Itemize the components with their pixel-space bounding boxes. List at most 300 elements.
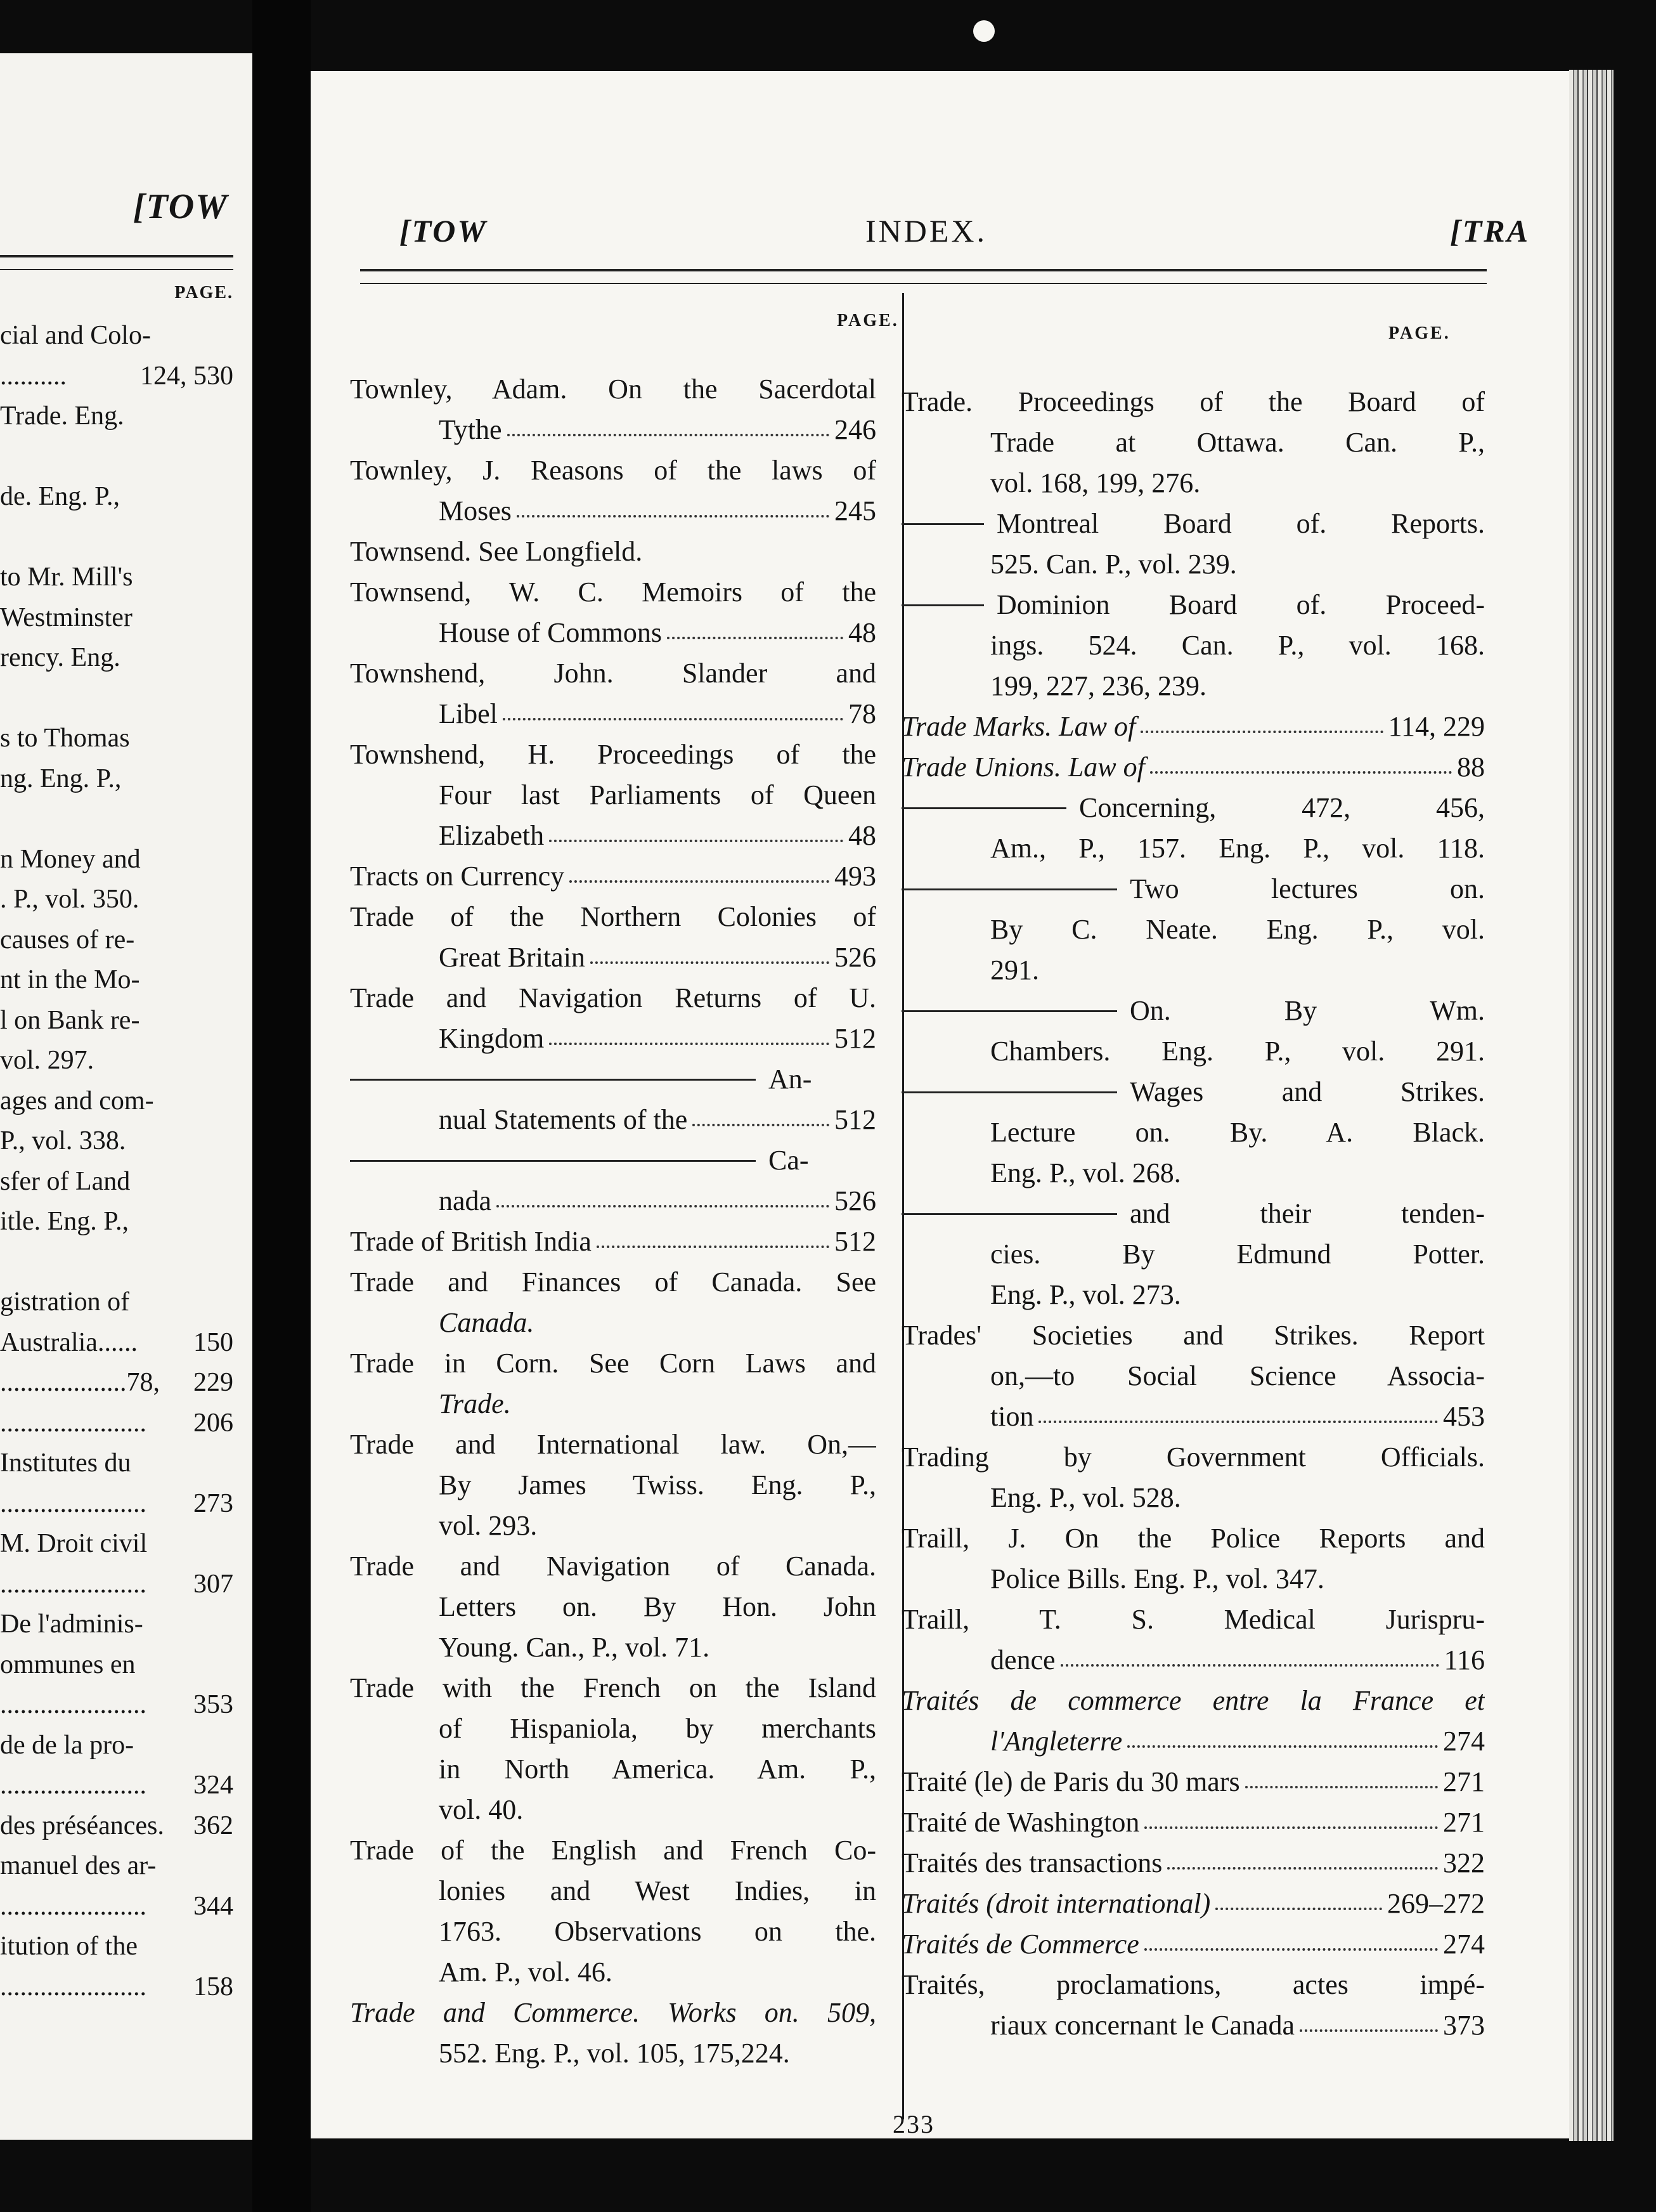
left-page-line: [0, 360, 233, 392]
index-entry-line: [902, 1356, 1485, 1396]
index-entry: [902, 706, 1485, 747]
left-page-line: [0, 843, 233, 875]
index-entry-line: [350, 1790, 876, 1830]
left-page-line: [0, 883, 233, 915]
index-entry-line: [350, 1911, 876, 1952]
index-entry-line: [902, 1112, 1485, 1153]
index-entry: [350, 1140, 876, 1221]
index-entry-line: [350, 1384, 876, 1424]
left-page-line: [0, 763, 233, 795]
index-entry: [902, 1681, 1485, 1762]
index-entry-line: [902, 1559, 1485, 1599]
page-edges: [1569, 70, 1614, 2141]
index-entry-line: [902, 1315, 1485, 1356]
index-entry-text: Four last Parliaments of Queen: [439, 779, 876, 810]
index-entry-text: By C. Neate. Eng. P., vol.: [990, 914, 1485, 945]
index-entry-line: [350, 491, 876, 531]
index-entry-line: [902, 1965, 1485, 2005]
index-entry: [350, 1221, 876, 1262]
index-entry-line: [902, 1762, 1485, 1802]
left-page-line-text: cial and Colo-: [0, 321, 151, 350]
index-entry-text: Eng. P., vol. 268.: [990, 1157, 1181, 1188]
index-entry-line: [902, 1153, 1485, 1194]
index-entry-text: riaux concernant le Canada: [990, 2010, 1295, 2041]
index-entry-page-ref: 274: [1443, 1929, 1485, 1960]
left-page-line-text: ......................: [0, 1488, 146, 1518]
index-entry-line: [902, 1599, 1485, 1640]
dot-leader: [1167, 1867, 1438, 1870]
left-page-line-text: sfer of Land: [0, 1166, 131, 1196]
dot-leader: [590, 961, 829, 964]
index-entry-line: [902, 1518, 1485, 1559]
left-page-line: [0, 1810, 233, 1842]
left-page-line-text: des préséances.: [0, 1811, 164, 1840]
index-entry-line: [350, 653, 876, 694]
index-entry-text: Trade and Navigation of Canada.: [350, 1551, 876, 1582]
left-page-line: [0, 481, 233, 512]
index-entry: [902, 747, 1485, 788]
index-entry-line: [902, 706, 1485, 747]
left-page-line: [0, 722, 233, 754]
left-page-line-text: P., vol. 338.: [0, 1126, 126, 1155]
index-entry-text: Trade of the Northern Colonies of: [350, 901, 876, 932]
index-entry-text: Letters on. By Hon. John: [439, 1591, 876, 1622]
running-header-right: [TRA: [1450, 213, 1530, 249]
left-page-line-text: ommunes en: [0, 1649, 136, 1679]
index-entry: [902, 991, 1485, 1072]
index-entry-text: By James Twiss. Eng. P.,: [439, 1469, 876, 1500]
dot-leader: [1038, 1421, 1438, 1423]
index-entry-line: [902, 625, 1485, 666]
index-entry: [350, 572, 876, 653]
left-page-line-page-ref: 150: [193, 1327, 233, 1357]
ditto-dash: [902, 523, 984, 525]
index-entry-line: [350, 1993, 876, 2033]
index-entry: [350, 856, 876, 897]
index-entry-line: [350, 1343, 876, 1384]
left-page-line-text: ..........: [0, 361, 67, 391]
index-entry-line: [350, 450, 876, 491]
index-entry-text: Traités, proclamations, actes impé-: [902, 1969, 1485, 2000]
left-page-line-text: de. Eng. P.,: [0, 482, 120, 511]
index-entry-line: [350, 1708, 876, 1749]
index-entry-text: vol. 40.: [439, 1794, 524, 1825]
index-entry-page-ref: 271: [1443, 1807, 1485, 1838]
index-entry-text: Townley, J. Reasons of the laws of: [350, 455, 876, 486]
left-page-line-text: ng. Eng. P.,: [0, 764, 122, 793]
left-page-line-page-ref: 206: [193, 1408, 233, 1438]
index-entry-line: [902, 2005, 1485, 2046]
left-page-line-text: ......................: [0, 1972, 146, 2001]
left-page-line-text: . P., vol. 350.: [0, 885, 139, 914]
left-page-line: [0, 1769, 233, 1801]
left-page-line: [0, 1850, 233, 1882]
index-entry: [350, 531, 876, 572]
index-entry-text: Montreal Board of. Reports.: [997, 508, 1485, 539]
left-page-line: [0, 642, 233, 673]
dot-leader: [692, 1124, 829, 1126]
left-page-line: [0, 1488, 233, 1519]
index-entry-page-ref: 274: [1443, 1726, 1485, 1757]
left-page-line-text: l on Bank re-: [0, 1005, 140, 1035]
dot-leader: [503, 718, 843, 720]
index-entry: [902, 1762, 1485, 1802]
index-entry-text: Great Britain: [439, 942, 585, 973]
index-entry-text: Trades' Societies and Strikes. Report: [902, 1320, 1485, 1351]
left-page-line-text: n Money and: [0, 844, 141, 874]
index-entry-line: [350, 1749, 876, 1790]
index-entry-text: Trade. Proceedings of the Board of: [902, 386, 1485, 417]
index-entry-line: [350, 1018, 876, 1059]
left-page-line: [0, 1890, 233, 1922]
page-number: 233: [893, 2110, 935, 2138]
index-entry: [350, 369, 876, 450]
index-entry-line: [902, 585, 1485, 625]
index-entry-line: [902, 991, 1485, 1031]
index-entry-text: vol. 293.: [439, 1510, 538, 1541]
dot-leader: [667, 637, 843, 639]
left-page-line-text: manuel des ar-: [0, 1851, 157, 1880]
index-entry-line: [902, 382, 1485, 422]
index-entry-line: [902, 1437, 1485, 1478]
index-entry-line: [350, 613, 876, 653]
index-entry-text: Trade and International law. On,—: [350, 1429, 876, 1460]
left-page-line-text: nt in the Mo-: [0, 965, 140, 994]
index-entry-line: [902, 1924, 1485, 1965]
index-entry-text: 552. Eng. P., vol. 105, 175,224.: [439, 2038, 790, 2069]
index-entry: [350, 450, 876, 531]
index-entry: [902, 504, 1485, 585]
index-entry-text: in North America. Am. P.,: [439, 1753, 876, 1785]
index-entry: [350, 1668, 876, 1830]
index-entry-line: [350, 1830, 876, 1871]
index-entry-line: [902, 544, 1485, 585]
dot-leader: [569, 880, 829, 883]
index-entry: [350, 734, 876, 856]
index-entry: [350, 1262, 876, 1343]
dot-leader: [1061, 1664, 1439, 1667]
index-entry: [902, 1843, 1485, 1883]
index-entry: [350, 1830, 876, 1993]
left-page-line-page-ref: 353: [193, 1690, 233, 1719]
index-entry-line: [350, 1303, 876, 1343]
index-entry-text: Townley, Adam. On the Sacerdotal: [350, 374, 876, 405]
left-page-line: [0, 1085, 233, 1117]
left-page-line-text: ......................: [0, 1408, 146, 1438]
left-page-line-page-ref: 324: [193, 1771, 233, 1800]
ditto-dash: [902, 1010, 1117, 1012]
header-rule: [360, 269, 1487, 284]
left-page-line: [0, 400, 233, 432]
index-entry-text: dence: [990, 1644, 1056, 1675]
index-entry-text: On. By Wm.: [1130, 995, 1485, 1026]
left-page-line-page-ref: 273: [193, 1488, 233, 1518]
left-page-line: [0, 1327, 233, 1358]
index-entry: [902, 1315, 1485, 1437]
left-page-line-text: Australia......: [0, 1327, 138, 1357]
index-entry-page-ref: 322: [1443, 1847, 1485, 1878]
index-entry-line: [902, 1234, 1485, 1275]
ditto-dash: [902, 807, 1066, 809]
left-page-line: [0, 1407, 233, 1439]
index-entry-line: [902, 1843, 1485, 1883]
index-entry-text: Trade of the English and French Co-: [350, 1835, 876, 1866]
dot-leader: [1300, 2029, 1438, 2032]
left-page-line: [0, 1286, 233, 1318]
left-page-line-text: M. Droit civil: [0, 1529, 148, 1558]
left-page-line: [0, 1568, 233, 1600]
running-header-title: INDEX.: [865, 213, 988, 249]
index-entry: [902, 1437, 1485, 1518]
index-entry-line: [350, 1627, 876, 1668]
index-entry-line: [350, 369, 876, 410]
index-entry-text: Traité (le) de Paris du 30 mars: [902, 1766, 1240, 1797]
index-entry-text: Traill, T. S. Medical Jurispru-: [902, 1604, 1485, 1635]
left-page-line-page-ref: 124, 530: [140, 361, 233, 391]
index-entry: [350, 897, 876, 978]
index-entry: [902, 788, 1485, 869]
index-entry: [902, 1924, 1485, 1965]
index-entry-text: Young. Can., P., vol. 71.: [439, 1632, 710, 1663]
left-page-line: [0, 1447, 233, 1479]
dot-leader: [1215, 1908, 1382, 1910]
dot-leader: [549, 840, 843, 842]
index-entry-text: Trade and Commerce. Works on. 509,: [350, 1997, 876, 2028]
index-entry-text: An-: [768, 1064, 812, 1095]
left-page-line: [0, 1005, 233, 1036]
index-entry-text: ings. 524. Can. P., vol. 168.: [990, 630, 1485, 661]
index-entry-page-ref: 512: [834, 1023, 876, 1054]
index-entry-text: Traités des transactions: [902, 1847, 1163, 1878]
left-page-line: [0, 602, 233, 634]
index-entry-line: [350, 734, 876, 775]
left-page-line: [0, 1367, 233, 1398]
left-page-line: [0, 1930, 233, 1962]
index-entry-line: [350, 1465, 876, 1506]
left-page-line-text: to Mr. Mill's: [0, 563, 133, 592]
index-entry-line: [350, 937, 876, 978]
left-page-line-text: Trade. Eng.: [0, 401, 124, 431]
index-entry-line: [902, 1681, 1485, 1721]
index-entry-text: tion: [990, 1401, 1034, 1432]
index-entry-text: Police Bills. Eng. P., vol. 347.: [990, 1563, 1324, 1594]
index-entry-line: [350, 1424, 876, 1465]
ditto-dash: [350, 1160, 756, 1162]
left-page-line-text: itle. Eng. P.,: [0, 1207, 129, 1236]
index-entry-text: Townshend, John. Slander and: [350, 658, 876, 689]
index-entry-text: nual Statements of the: [439, 1104, 688, 1135]
index-entry-line: [350, 775, 876, 816]
index-entry: [902, 1883, 1485, 1924]
index-entry-text: 1763. Observations on the.: [439, 1916, 876, 1947]
index-entry-line: [350, 1262, 876, 1303]
index-entry: [350, 653, 876, 734]
index-entry: [902, 382, 1485, 504]
index-entry-line: [902, 1275, 1485, 1315]
left-page-running-header: [TOW: [133, 187, 228, 226]
left-page-line-text: De l'adminis-: [0, 1610, 143, 1639]
index-entry-line: [902, 422, 1485, 463]
left-page-line: [0, 1689, 233, 1721]
index-entry-text: Kingdom: [439, 1023, 545, 1054]
index-entry-text: Am., P., 157. Eng. P., vol. 118.: [990, 833, 1485, 864]
index-entry-line: [350, 1871, 876, 1911]
index-entry-text: Traités de Commerce: [902, 1929, 1139, 1960]
left-page-line: [0, 1729, 233, 1761]
index-entry: [350, 1343, 876, 1424]
left-page-line: [0, 1166, 233, 1197]
index-entry-page-ref: 453: [1443, 1401, 1485, 1432]
index-entry-page-ref: 373: [1443, 2010, 1485, 2041]
index-entry-text: Traités (droit international): [902, 1888, 1211, 1919]
left-page-line: [0, 561, 233, 593]
index-entry-text: Tythe: [439, 414, 502, 445]
dot-leader: [1144, 1948, 1438, 1951]
index-entry-text: Traité de Washington: [902, 1807, 1140, 1838]
index-entry-text: 199, 227, 236, 239.: [990, 670, 1206, 701]
index-entry: [902, 585, 1485, 706]
left-page-line: [0, 964, 233, 996]
index-entry-text: House of Commons: [439, 617, 662, 648]
index-entry-text: l'Angleterre: [990, 1726, 1123, 1757]
index-entry-page-ref: 246: [834, 414, 876, 445]
dot-leader: [1141, 731, 1383, 733]
index-entry-line: [902, 666, 1485, 706]
index-entry-text: Ca-: [768, 1145, 809, 1176]
index-entry-page-ref: 269–272: [1387, 1888, 1485, 1919]
left-page-line-text: ages and com-: [0, 1086, 154, 1116]
index-entry-line: [350, 1952, 876, 1993]
index-entry-page-ref: 512: [834, 1226, 876, 1257]
index-entry-line: [902, 1031, 1485, 1072]
index-entry-text: Trade Marks. Law of: [902, 711, 1136, 742]
ditto-dash: [902, 604, 984, 606]
index-entry-text: on,—to Social Science Associa-: [990, 1360, 1485, 1391]
index-entry-line: [350, 572, 876, 613]
index-entry-text: Dominion Board of. Proceed-: [997, 589, 1485, 620]
index-entry: [350, 1993, 876, 2074]
index-entry-text: Townsend. See Longfield.: [350, 536, 643, 567]
index-entry: [902, 1599, 1485, 1681]
index-entry-text: Trade and Finances of Canada. See: [350, 1266, 876, 1298]
left-page-header-rule: [0, 255, 233, 270]
index-entry-text: Elizabeth: [439, 820, 545, 851]
index-entry-page-ref: 493: [834, 861, 876, 892]
left-page-line-page-ref: 344: [193, 1891, 233, 1921]
index-entry-text: Tracts on Currency: [350, 861, 565, 892]
index-entry: [902, 1802, 1485, 1843]
dot-leader: [549, 1043, 829, 1045]
index-entry-line: [902, 788, 1485, 828]
index-column-left: [350, 369, 876, 2074]
ditto-dash: [902, 888, 1117, 890]
index-entry-line: [350, 1100, 876, 1140]
index-entry-page-ref: 526: [834, 942, 876, 973]
book-gutter: [252, 0, 311, 2212]
ditto-dash: [902, 1091, 1117, 1093]
index-entry-text: and their tenden-: [1130, 1198, 1485, 1229]
index-entry-text: Wages and Strikes.: [1130, 1076, 1485, 1107]
index-entry: [902, 1072, 1485, 1194]
index-entry-page-ref: 526: [834, 1185, 876, 1216]
index-entry-text: Am. P., vol. 46.: [439, 1956, 612, 1988]
index-entry-line: [350, 1059, 876, 1100]
index-entry-line: [350, 816, 876, 856]
index-entry-line: [902, 747, 1485, 788]
index-entry-line: [350, 1140, 876, 1181]
right-column-page-label: PAGE.: [1388, 323, 1451, 343]
index-entry-page-ref: 245: [834, 495, 876, 526]
left-page-line-text: itution of the: [0, 1932, 138, 1961]
index-column-right: [902, 382, 1485, 2046]
index-entry-line: [902, 1478, 1485, 1518]
index-entry-text: Trading by Government Officials.: [902, 1441, 1485, 1473]
index-entry-text: Trade at Ottawa. Can. P.,: [990, 427, 1485, 458]
left-page-page-label: PAGE.: [174, 283, 233, 303]
left-page-line-text: rency. Eng.: [0, 643, 120, 672]
index-entry-text: Libel: [439, 698, 498, 729]
dot-leader: [1245, 1786, 1438, 1788]
left-page-line: [0, 320, 233, 351]
left-page-line: [0, 1125, 233, 1157]
left-page-line-text: ......................: [0, 1891, 146, 1921]
index-entry: [350, 1424, 876, 1546]
index-entry-line: [350, 1221, 876, 1262]
left-page-line-text: causes of re-: [0, 925, 135, 954]
left-page-fragment: [0, 53, 252, 2140]
index-entry-line: [902, 1802, 1485, 1843]
left-page-line-text: ...................78,: [0, 1368, 160, 1397]
index-entry-text: cies. By Edmund Potter.: [990, 1239, 1485, 1270]
index-entry-text: Concerning, 472, 456,: [1079, 792, 1485, 823]
index-entry-text: Trade and Navigation Returns of U.: [350, 982, 876, 1013]
index-entry-page-ref: 78: [848, 698, 876, 729]
index-entry-line: [350, 410, 876, 450]
index-entry-text: Trade in Corn. See Corn Laws and: [350, 1348, 876, 1379]
index-entry-line: [902, 1640, 1485, 1681]
ditto-dash: [350, 1079, 756, 1081]
dot-leader: [597, 1246, 829, 1248]
index-entry-text: Townshend, H. Proceedings of the: [350, 739, 876, 770]
index-entry-text: Traill, J. On the Police Reports and: [902, 1523, 1485, 1554]
index-entry-line: [350, 1587, 876, 1627]
index-entry-text: Eng. P., vol. 528.: [990, 1482, 1181, 1513]
left-column-page-label: PAGE.: [837, 311, 899, 330]
left-page-line-text: ......................: [0, 1771, 146, 1800]
index-entry: [350, 978, 876, 1059]
index-entry: [902, 1965, 1485, 2046]
index-entry-text: Trade of British India: [350, 1226, 592, 1257]
dot-leader: [1150, 771, 1452, 774]
index-entry-line: [350, 531, 876, 572]
index-entry-page-ref: 48: [848, 617, 876, 648]
index-entry-line: [902, 1194, 1485, 1234]
index-entry-line: [902, 1721, 1485, 1762]
index-entry-line: [350, 694, 876, 734]
dot-leader: [1144, 1826, 1438, 1829]
left-page-line: [0, 1206, 233, 1237]
index-entry-page-ref: 271: [1443, 1766, 1485, 1797]
left-page-line-text: s to Thomas: [0, 724, 130, 753]
index-entry-line: [902, 909, 1485, 950]
index-entry-page-ref: 116: [1444, 1644, 1485, 1675]
index-entry-line: [350, 1546, 876, 1587]
ditto-dash: [902, 1213, 1117, 1215]
running-header-left: [TOW: [399, 213, 488, 249]
index-entry-text: Two lectures on.: [1130, 873, 1485, 904]
index-entry-text: Moses: [439, 495, 512, 526]
left-page-line-text: Institutes du: [0, 1448, 131, 1478]
